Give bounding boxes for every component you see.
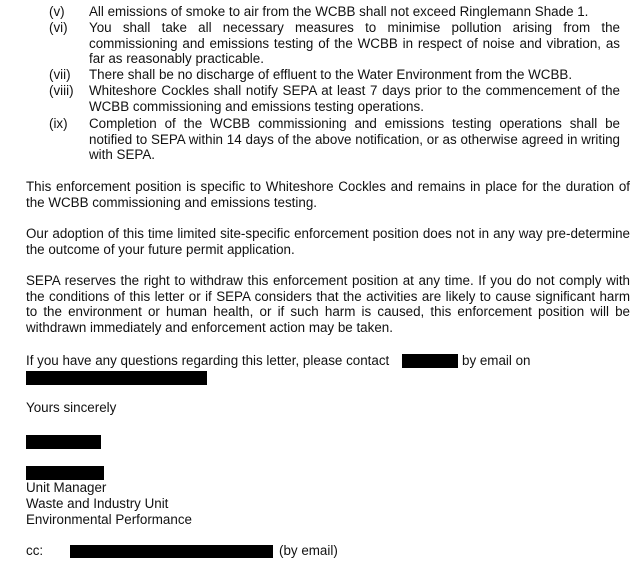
cc-label: cc: — [26, 543, 44, 558]
signatory-title: Unit Manager — [26, 480, 107, 495]
adoption-paragraph: Our adoption of this time limited site-specific enforcement position does not in any way pre-determine the outcome of your future permit application. — [26, 226, 630, 257]
condition-number: (viii) — [49, 83, 74, 98]
redacted-signatory-name — [26, 466, 104, 480]
redacted-cc-recipient — [70, 545, 273, 558]
signatory-unit: Waste and Industry Unit — [26, 496, 169, 511]
signatory-department: Environmental Performance — [26, 512, 192, 527]
closing-salutation: Yours sincerely — [26, 400, 117, 415]
cc-delivery-method: (by email) — [279, 543, 338, 558]
condition-text: You shall take all necessary measures to minimise pollution arising from the commissioning and emissions testing of the WCBB in respect of noise and vibration, as far as reasonably practicable. — [89, 20, 620, 67]
condition-text: Whiteshore Cockles shall notify SEPA at least 7 days prior to the commencement of the WCBB commissioning and emissions testing operations. — [89, 83, 620, 114]
contact-email-suffix: by email on — [462, 353, 531, 368]
condition-text: Completion of the WCBB commissioning and emissions testing operations shall be notified to SEPA within 14 days of the above notification, or as otherwise agreed in writing with SEPA. — [89, 116, 620, 163]
condition-number: (v) — [49, 4, 65, 19]
condition-number: (ix) — [49, 116, 68, 131]
condition-number: (vi) — [49, 20, 68, 35]
condition-text: All emissions of smoke to air from the WCBB shall not exceed Ringlemann Shade 1. — [89, 4, 589, 19]
redacted-signature — [26, 435, 101, 449]
enforcement-paragraph: This enforcement position is specific to Whiteshore Cockles and remains in place for the duration of the WCBB commissioning and emissions testing. — [26, 179, 630, 210]
redacted-email-address — [26, 371, 207, 385]
condition-text: There shall be no discharge of effluent to the Water Environment from the WCBB. — [89, 67, 573, 82]
redacted-contact-name — [402, 354, 458, 368]
contact-sentence: If you have any questions regarding this letter, please contact — [26, 353, 390, 368]
reserves-paragraph: SEPA reserves the right to withdraw this enforcement position at any time. If you do not comply with the conditions of this letter or if SEPA considers that the activities are likely to cause significant harm to the environment or human health, or if such harm is caused, this enforcement position will be withdrawn immediately and enforcement action may be taken. — [26, 273, 630, 335]
condition-number: (vii) — [49, 67, 71, 82]
